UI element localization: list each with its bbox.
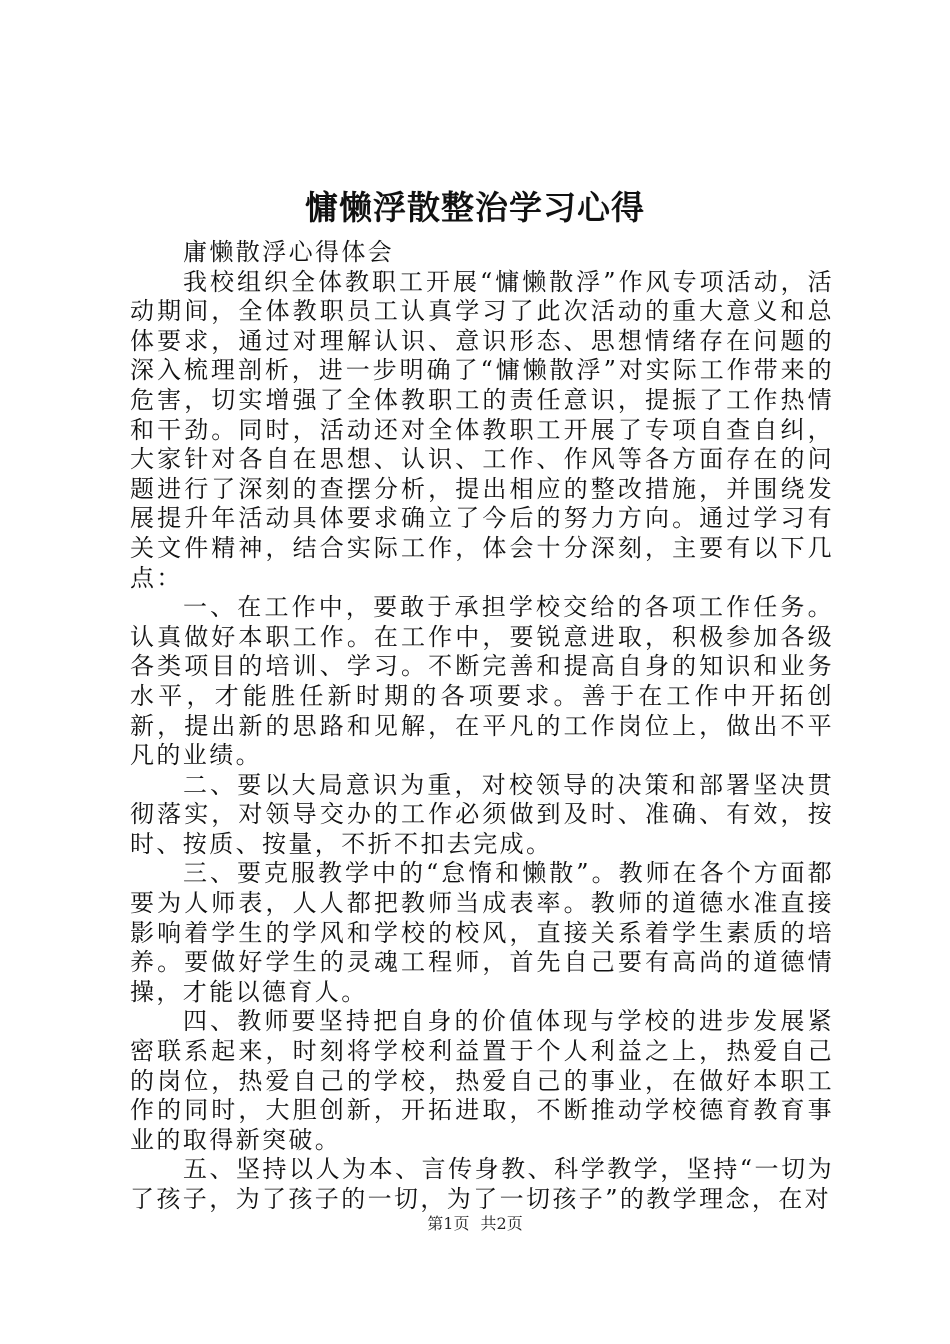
page-footer <box>0 1212 950 1236</box>
document-body <box>130 238 834 1215</box>
page-number: 第1页 <box>427 1214 470 1233</box>
document-subtitle: 庸懒散浮心得体会 <box>183 238 395 266</box>
document-title: 慵懒浮散整治学习心得 <box>305 188 645 227</box>
paragraph-point-5: 五、坚持以人为本、言传身教、科学教学，坚持“一切为了孩子，为了孩子的一切，为了一切孩子”的教学理念，在对 <box>130 1155 834 1213</box>
page-total: 共2页 <box>480 1214 523 1233</box>
paragraph-intro: 我校组织全体教职工开展“慵懒散浮”作风专项活动，活动期间，全体教职员工认真学习了此次活动的重大意义和总体要求，通过对理解认识、意识形态、思想情绪存在问题的深入梳理剖析，进一步明确了“慵懒散浮”对实际工作带来的危害，切实增强了全体教职工的责任意识，提振了工作热情和干劲。同时，活动还对全体教职工开展了专项自查自纠，大家针对各自在思想、认识、工作、作风等各方面存在的问题进行了深刻的查摆分析，提出相应的整改措施，并围绕发展提升年活动具体要求确立了今后的努力方向。通过学习有关文件精神，结合实际工作，体会十分深刻，主要有以下几点： <box>130 267 834 592</box>
paragraph-point-1: 一、在工作中，要敢于承担学校交给的各项工作任务。认真做好本职工作。在工作中，要锐意进取，积极参加各级各类项目的培训、学习。不断完善和提高自身的知识和业务水平，才能胜任新时期的各项要求。善于在工作中开拓创新，提出新的思路和见解，在平凡的工作岗位上，做出不平凡的业绩。 <box>130 593 834 770</box>
paragraph-point-2: 二、要以大局意识为重，对校领导的决策和部署坚决贯彻落实，对领导交办的工作必须做到及时、准确、有效，按时、按质、按量，不折不扣去完成。 <box>130 770 834 858</box>
paragraph-point-3: 三、要克服教学中的“怠惰和懒散”。教师在各个方面都要为人师表，人人都把教师当成表率。教师的道德水准直接影响着学生的学风和学校的校风，直接关系着学生素质的培养。要做好学生的灵魂工程师，首先自己要有高尚的道德情操，才能以德育人。 <box>130 859 834 1006</box>
paragraph-point-4: 四、教师要坚持把自身的价值体现与学校的进步发展紧密联系起来，时刻将学校利益置于个人利益之上，热爱自己的岗位，热爱自己的学校，热爱自己的事业，在做好本职工作的同时，大胆创新，开拓进取，不断推动学校德育教育事业的取得新突破。 <box>130 1007 834 1154</box>
